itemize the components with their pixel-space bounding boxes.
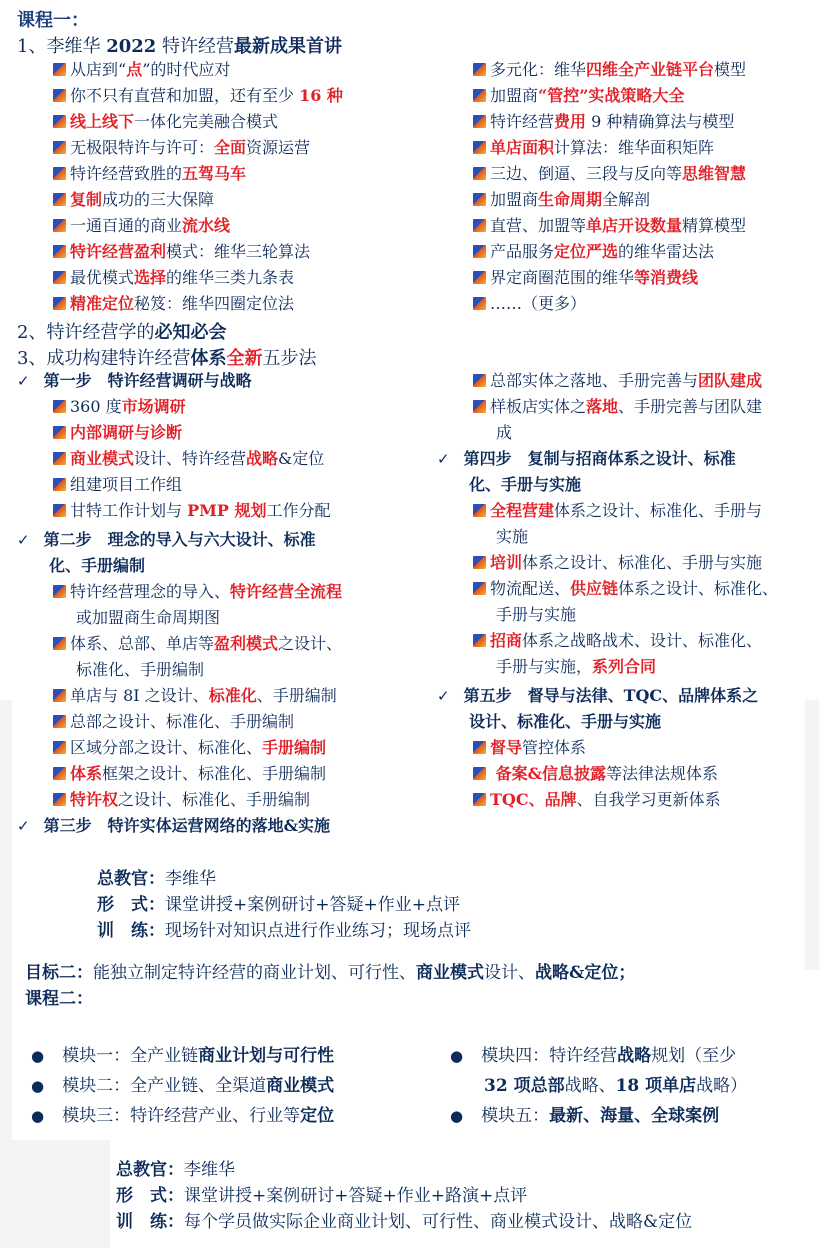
square-bullet-icon bbox=[473, 634, 486, 647]
module-text: 模块三：特许经营产业、行业等 bbox=[62, 1106, 301, 1126]
list-item-continuation: 成 bbox=[496, 423, 513, 442]
step-heading bbox=[17, 527, 316, 553]
info-label: 形 式： bbox=[116, 1186, 184, 1206]
square-bullet-icon bbox=[53, 63, 66, 76]
item-text: 标准化 bbox=[208, 686, 257, 705]
step-heading bbox=[17, 813, 330, 839]
item-text: 特许经营致胜的 bbox=[70, 164, 183, 183]
item-text: 工作分配 bbox=[266, 501, 331, 520]
item-text: 、自我学习更新体系 bbox=[576, 790, 721, 809]
module-bold: 商业计划与可行性 bbox=[198, 1046, 335, 1066]
square-bullet-icon bbox=[473, 767, 486, 780]
module-bold: 18 项单店 bbox=[615, 1076, 697, 1096]
item-text: 产品服务 bbox=[490, 242, 555, 261]
item-text: 培训 bbox=[490, 553, 523, 572]
item-text: 的维华雷达法 bbox=[618, 242, 715, 261]
item-text: 、手册完善与团队建 bbox=[618, 397, 763, 416]
list-item-continuation: 或加盟商生命周期图 bbox=[76, 608, 221, 627]
list-item bbox=[473, 735, 586, 761]
bullet-icon: ● bbox=[450, 1107, 464, 1125]
item-text: 框架之设计、标准化、手册编制 bbox=[102, 764, 327, 783]
item-text: 生命周期 bbox=[538, 190, 603, 209]
list-item bbox=[473, 239, 714, 265]
square-bullet-icon bbox=[53, 426, 66, 439]
bullet-icon: ● bbox=[31, 1047, 45, 1065]
list-item bbox=[53, 239, 310, 265]
module-text: 模块四：特许经营 bbox=[481, 1046, 618, 1066]
list-item bbox=[473, 368, 762, 394]
square-bullet-icon bbox=[473, 89, 486, 102]
item-text: 一通百通的商业 bbox=[70, 216, 183, 235]
module-item-continuation bbox=[484, 1071, 747, 1101]
list-item bbox=[53, 187, 214, 213]
square-bullet-icon bbox=[473, 167, 486, 180]
square-bullet-icon bbox=[473, 741, 486, 754]
item-text: 落地 bbox=[586, 397, 619, 416]
item-text: 直营、加盟等 bbox=[490, 216, 587, 235]
item-text: 资源运营 bbox=[246, 138, 311, 157]
item-text: 360 度 bbox=[70, 397, 122, 416]
list-item bbox=[473, 109, 734, 135]
module-text: 战略、 bbox=[564, 1076, 616, 1096]
square-bullet-icon bbox=[53, 115, 66, 128]
list-item bbox=[53, 631, 342, 657]
info-value: 李维华 bbox=[165, 869, 216, 889]
module-text: 规划（至少 bbox=[651, 1046, 737, 1066]
section-text: 五步法 bbox=[262, 348, 317, 369]
square-bullet-icon bbox=[53, 89, 66, 102]
module-text: 模块一：全产业链 bbox=[62, 1046, 199, 1066]
list-item bbox=[473, 57, 746, 83]
list-item-continuation: 标准化、手册编制 bbox=[76, 660, 205, 679]
list-item bbox=[53, 735, 326, 761]
item-text: 甘特工作计划与 bbox=[70, 501, 188, 520]
module-item bbox=[450, 1101, 719, 1131]
list-item bbox=[473, 787, 721, 813]
step-heading-continuation: 化、手册与实施 bbox=[469, 475, 582, 494]
square-bullet-icon bbox=[53, 741, 66, 754]
list-item bbox=[53, 161, 246, 187]
item-text: 特许经营理念的导入、 bbox=[70, 582, 231, 601]
goal-text: 设计、 bbox=[484, 963, 535, 983]
step-heading bbox=[17, 368, 252, 394]
item-text: 样板店实体之 bbox=[490, 397, 587, 416]
list-item-continuation: 手册与实施 bbox=[496, 605, 577, 624]
item-text: 特许经营 bbox=[490, 112, 555, 131]
module-item bbox=[31, 1041, 334, 1071]
module-text: 模块五： bbox=[481, 1106, 550, 1126]
item-text: 单店开设数量 bbox=[586, 216, 683, 235]
item-text: 16 种 bbox=[299, 86, 343, 105]
item-text: 选择 bbox=[134, 268, 167, 287]
item-text: 团队建成 bbox=[698, 371, 763, 390]
list-item bbox=[473, 576, 778, 602]
item-text: 体系 bbox=[70, 764, 103, 783]
item-text: 界定商圈范围的维华 bbox=[490, 268, 635, 287]
section-bold: 体系 bbox=[190, 348, 227, 369]
section-text: 3、成功构建特许经营 bbox=[17, 348, 191, 369]
list-item-continuation: 实施 bbox=[496, 527, 529, 546]
goal-bold: 商业模式 bbox=[416, 963, 484, 983]
item-text: 你不只有直营和加盟，还有至少 bbox=[70, 86, 300, 105]
item-text: 精准定位 bbox=[70, 294, 135, 313]
square-bullet-icon bbox=[473, 141, 486, 154]
goal-label: 目标二： bbox=[25, 963, 93, 983]
item-text: 模型 bbox=[714, 60, 747, 79]
item-text: 最优模式 bbox=[70, 268, 135, 287]
item-text: 系列合同 bbox=[592, 657, 657, 676]
list-item bbox=[473, 135, 714, 161]
item-text: 管控体系 bbox=[522, 738, 587, 757]
course-title: 课程一： bbox=[17, 10, 89, 31]
square-bullet-icon bbox=[53, 715, 66, 728]
step-label: 第三步 特许实体运营网络的落地&实施 bbox=[43, 816, 331, 835]
list-item bbox=[53, 579, 342, 605]
list-item bbox=[473, 550, 762, 576]
module-text: 模块二：全产业链、全渠道 bbox=[62, 1076, 267, 1096]
section-red: 全新 bbox=[226, 348, 263, 369]
square-bullet-icon bbox=[473, 297, 486, 310]
step-heading bbox=[437, 446, 736, 472]
item-text: 物流配送、 bbox=[490, 579, 571, 598]
item-text: 成功的三大保障 bbox=[102, 190, 215, 209]
item-text: 单店与 8I 之设计、 bbox=[70, 686, 209, 705]
square-bullet-icon bbox=[53, 689, 66, 702]
item-text: 特许经营全流程 bbox=[230, 582, 343, 601]
square-bullet-icon bbox=[473, 245, 486, 258]
list-item bbox=[473, 265, 698, 291]
module-bold: 最新、海量、全球案例 bbox=[549, 1106, 720, 1126]
item-text: 组建项目工作组 bbox=[70, 475, 183, 494]
item-text: 备案&信息披露 bbox=[490, 764, 607, 783]
item-text: 内部调研与诊断 bbox=[70, 423, 183, 442]
goal-line bbox=[25, 958, 635, 988]
item-text: 一体化完美融合模式 bbox=[134, 112, 279, 131]
square-bullet-icon bbox=[473, 400, 486, 413]
list-item-continuation bbox=[496, 654, 656, 680]
section-heading bbox=[17, 318, 226, 344]
square-bullet-icon bbox=[473, 582, 486, 595]
item-text: 特许经营盈利 bbox=[70, 242, 167, 261]
item-text: 体系之设计、标准化、 bbox=[618, 579, 779, 598]
step-heading-continuation: 化、手册编制 bbox=[49, 556, 146, 575]
info-value: 课堂讲授+案例研讨+答疑+作业+路演+点评 bbox=[184, 1186, 528, 1206]
item-text: 之设计、 bbox=[278, 634, 343, 653]
item-text: 无极限特许与许可： bbox=[70, 138, 215, 157]
check-icon: ✓ bbox=[437, 450, 450, 468]
bullet-icon: ● bbox=[31, 1107, 45, 1125]
list-item bbox=[473, 187, 650, 213]
item-text: 的维华三类九条表 bbox=[166, 268, 295, 287]
list-item bbox=[53, 709, 294, 735]
info-label: 训 练： bbox=[116, 1212, 184, 1232]
item-text: TQC、品牌 bbox=[490, 790, 577, 809]
item-text: 四维全产业链平台 bbox=[586, 60, 715, 79]
section-heading bbox=[17, 32, 342, 58]
list-item bbox=[473, 394, 762, 420]
square-bullet-icon bbox=[53, 793, 66, 806]
square-bullet-icon bbox=[473, 115, 486, 128]
list-item bbox=[53, 213, 230, 239]
info-label: 训 练： bbox=[97, 921, 165, 941]
square-bullet-icon bbox=[53, 245, 66, 258]
item-text: 复制 bbox=[70, 190, 103, 209]
info-value: 课堂讲授+案例研讨+答疑+作业+点评 bbox=[165, 895, 460, 915]
item-text: 五驾马车 bbox=[182, 164, 247, 183]
check-icon: ✓ bbox=[17, 817, 30, 835]
step-label: 第一步 特许经营调研与战略 bbox=[43, 371, 252, 390]
section-bold: 最新成果首讲 bbox=[234, 36, 343, 57]
item-text: 体系之战略战术、设计、标准化、 bbox=[522, 631, 763, 650]
info-value: 每个学员做实际企业商业计划、可行性、商业模式设计、战略&定位 bbox=[184, 1212, 693, 1232]
item-text: ……（更多） bbox=[490, 294, 587, 313]
item-text: ”的时代应对 bbox=[142, 60, 231, 79]
module-item bbox=[450, 1041, 736, 1071]
square-bullet-icon bbox=[53, 167, 66, 180]
item-text: 供应链 bbox=[570, 579, 619, 598]
module-bold: 商业模式 bbox=[266, 1076, 335, 1096]
item-text: 总部实体之落地、手册完善与 bbox=[490, 371, 699, 390]
info-label: 总教官： bbox=[97, 869, 165, 889]
module-bold: 战略 bbox=[617, 1046, 652, 1066]
module-text: 战略） bbox=[696, 1076, 748, 1096]
step-label: 第五步 督导与法律、TQC、品牌体系之 bbox=[463, 686, 759, 705]
item-text: 点 bbox=[126, 60, 143, 79]
list-item bbox=[53, 472, 182, 498]
item-text: 商业模式 bbox=[70, 449, 135, 468]
goal-text: 能独立制定特许经营的商业计划、可行性、 bbox=[93, 963, 416, 983]
check-icon: ✓ bbox=[17, 531, 30, 549]
item-text: 之设计、标准化、手册编制 bbox=[118, 790, 311, 809]
list-item bbox=[473, 213, 746, 239]
background-panel bbox=[0, 1140, 110, 1248]
item-text: 单店面积 bbox=[490, 138, 555, 157]
item-text: 设计、特许经营 bbox=[134, 449, 247, 468]
module-bold: 定位 bbox=[300, 1106, 335, 1126]
square-bullet-icon bbox=[473, 63, 486, 76]
bullet-icon: ● bbox=[31, 1077, 45, 1095]
list-item bbox=[473, 291, 586, 317]
square-bullet-icon bbox=[473, 271, 486, 284]
list-item bbox=[473, 161, 746, 187]
list-item bbox=[53, 420, 182, 446]
item-text: 体系之设计、标准化、手册与实施 bbox=[522, 553, 763, 572]
list-item bbox=[53, 135, 310, 161]
item-text: 流水线 bbox=[182, 216, 231, 235]
square-bullet-icon bbox=[53, 452, 66, 465]
module-bold: 32 项总部 bbox=[484, 1076, 565, 1096]
check-icon: ✓ bbox=[17, 372, 30, 390]
item-text: 战略 bbox=[246, 449, 279, 468]
list-item bbox=[53, 83, 343, 109]
section-text: 特许经营 bbox=[156, 36, 235, 57]
section-num: 1、李维华 bbox=[17, 36, 107, 57]
item-text: 等法律法规体系 bbox=[606, 764, 719, 783]
list-item bbox=[53, 761, 326, 787]
item-text: 等消费线 bbox=[634, 268, 699, 287]
item-text: 区域分部之设计、标准化、 bbox=[70, 738, 263, 757]
section-bold: 必知必会 bbox=[154, 322, 227, 343]
item-text: 定位严选 bbox=[554, 242, 619, 261]
item-text: 从店到“ bbox=[70, 60, 127, 79]
info-label: 形 式： bbox=[97, 895, 165, 915]
step-heading bbox=[437, 683, 758, 709]
background-panel bbox=[805, 700, 819, 970]
item-text: 总部之设计、标准化、手册编制 bbox=[70, 712, 295, 731]
item-text: 模式：维华三轮算法 bbox=[166, 242, 311, 261]
list-item bbox=[53, 446, 324, 472]
item-text: 三边、倒逼、三段与反向等 bbox=[490, 164, 683, 183]
item-text: 线上线下 bbox=[70, 112, 135, 131]
item-text: &定位 bbox=[278, 449, 325, 468]
goal-bold: 战略&定位； bbox=[535, 963, 636, 983]
course-title: 课程二： bbox=[25, 989, 93, 1009]
square-bullet-icon bbox=[53, 478, 66, 491]
square-bullet-icon bbox=[473, 504, 486, 517]
section-heading bbox=[17, 344, 316, 370]
list-item bbox=[473, 498, 762, 524]
info-value: 现场针对知识点进行作业练习；现场点评 bbox=[165, 921, 471, 941]
item-text: 秘笈：维华四圈定位法 bbox=[134, 294, 295, 313]
square-bullet-icon bbox=[473, 374, 486, 387]
square-bullet-icon bbox=[53, 141, 66, 154]
square-bullet-icon bbox=[473, 556, 486, 569]
item-text: 盈利模式 bbox=[214, 634, 279, 653]
section-text: 2、特许经营学的 bbox=[17, 322, 155, 343]
step-label: 第四步 复制与招商体系之设计、标准 bbox=[463, 449, 736, 468]
square-bullet-icon bbox=[53, 637, 66, 650]
item-text: 9 种精确算法与模型 bbox=[586, 112, 735, 131]
item-text: 特许权 bbox=[70, 790, 119, 809]
item-text: 计算法：维华面积矩阵 bbox=[554, 138, 715, 157]
section-bold: 2022 bbox=[106, 36, 157, 57]
list-item bbox=[53, 265, 294, 291]
item-text: 手册与实施， bbox=[496, 657, 593, 676]
list-item bbox=[473, 761, 718, 787]
list-item bbox=[53, 109, 278, 135]
step-label: 第二步 理念的导入与六大设计、标准 bbox=[43, 530, 316, 549]
info-value: 李维华 bbox=[184, 1160, 235, 1180]
item-text: 全解剖 bbox=[602, 190, 651, 209]
square-bullet-icon bbox=[53, 193, 66, 206]
bullet-icon: ● bbox=[450, 1047, 464, 1065]
square-bullet-icon bbox=[53, 400, 66, 413]
item-text: 市场调研 bbox=[121, 397, 186, 416]
square-bullet-icon bbox=[473, 193, 486, 206]
item-text: 督导 bbox=[490, 738, 523, 757]
module-item bbox=[31, 1071, 334, 1101]
item-text: 加盟商 bbox=[490, 190, 539, 209]
info-line bbox=[116, 1207, 692, 1237]
info-line bbox=[97, 916, 471, 946]
item-text: 全面 bbox=[214, 138, 247, 157]
item-text: 精算模型 bbox=[682, 216, 747, 235]
list-item bbox=[53, 683, 337, 709]
item-text: 加盟商 bbox=[490, 86, 539, 105]
list-item bbox=[53, 57, 230, 83]
item-text: “管控”实战策略大全 bbox=[538, 86, 685, 105]
check-icon: ✓ bbox=[437, 687, 450, 705]
info-label: 总教官： bbox=[116, 1160, 184, 1180]
square-bullet-icon bbox=[53, 767, 66, 780]
square-bullet-icon bbox=[53, 585, 66, 598]
square-bullet-icon bbox=[53, 271, 66, 284]
list-item bbox=[53, 498, 330, 524]
item-text: 体系之设计、标准化、手册与 bbox=[554, 501, 763, 520]
square-bullet-icon bbox=[53, 219, 66, 232]
square-bullet-icon bbox=[53, 297, 66, 310]
list-item bbox=[473, 628, 762, 654]
item-text: 全程营建 bbox=[490, 501, 555, 520]
list-item bbox=[53, 291, 294, 317]
square-bullet-icon bbox=[473, 219, 486, 232]
list-item bbox=[473, 83, 684, 109]
list-item bbox=[53, 787, 310, 813]
item-text: 多元化：维华 bbox=[490, 60, 587, 79]
item-text: 招商 bbox=[490, 631, 523, 650]
square-bullet-icon bbox=[53, 504, 66, 517]
item-text: 体系、总部、单店等 bbox=[70, 634, 215, 653]
item-text: 费用 bbox=[554, 112, 587, 131]
item-text: 、手册编制 bbox=[256, 686, 337, 705]
item-text: 思维智慧 bbox=[682, 164, 747, 183]
item-text: 手册编制 bbox=[262, 738, 327, 757]
step-heading-continuation: 设计、标准化、手册与实施 bbox=[469, 712, 662, 731]
item-text: PMP 规划 bbox=[187, 501, 267, 520]
square-bullet-icon bbox=[473, 793, 486, 806]
list-item bbox=[53, 394, 186, 420]
module-item bbox=[31, 1101, 334, 1131]
